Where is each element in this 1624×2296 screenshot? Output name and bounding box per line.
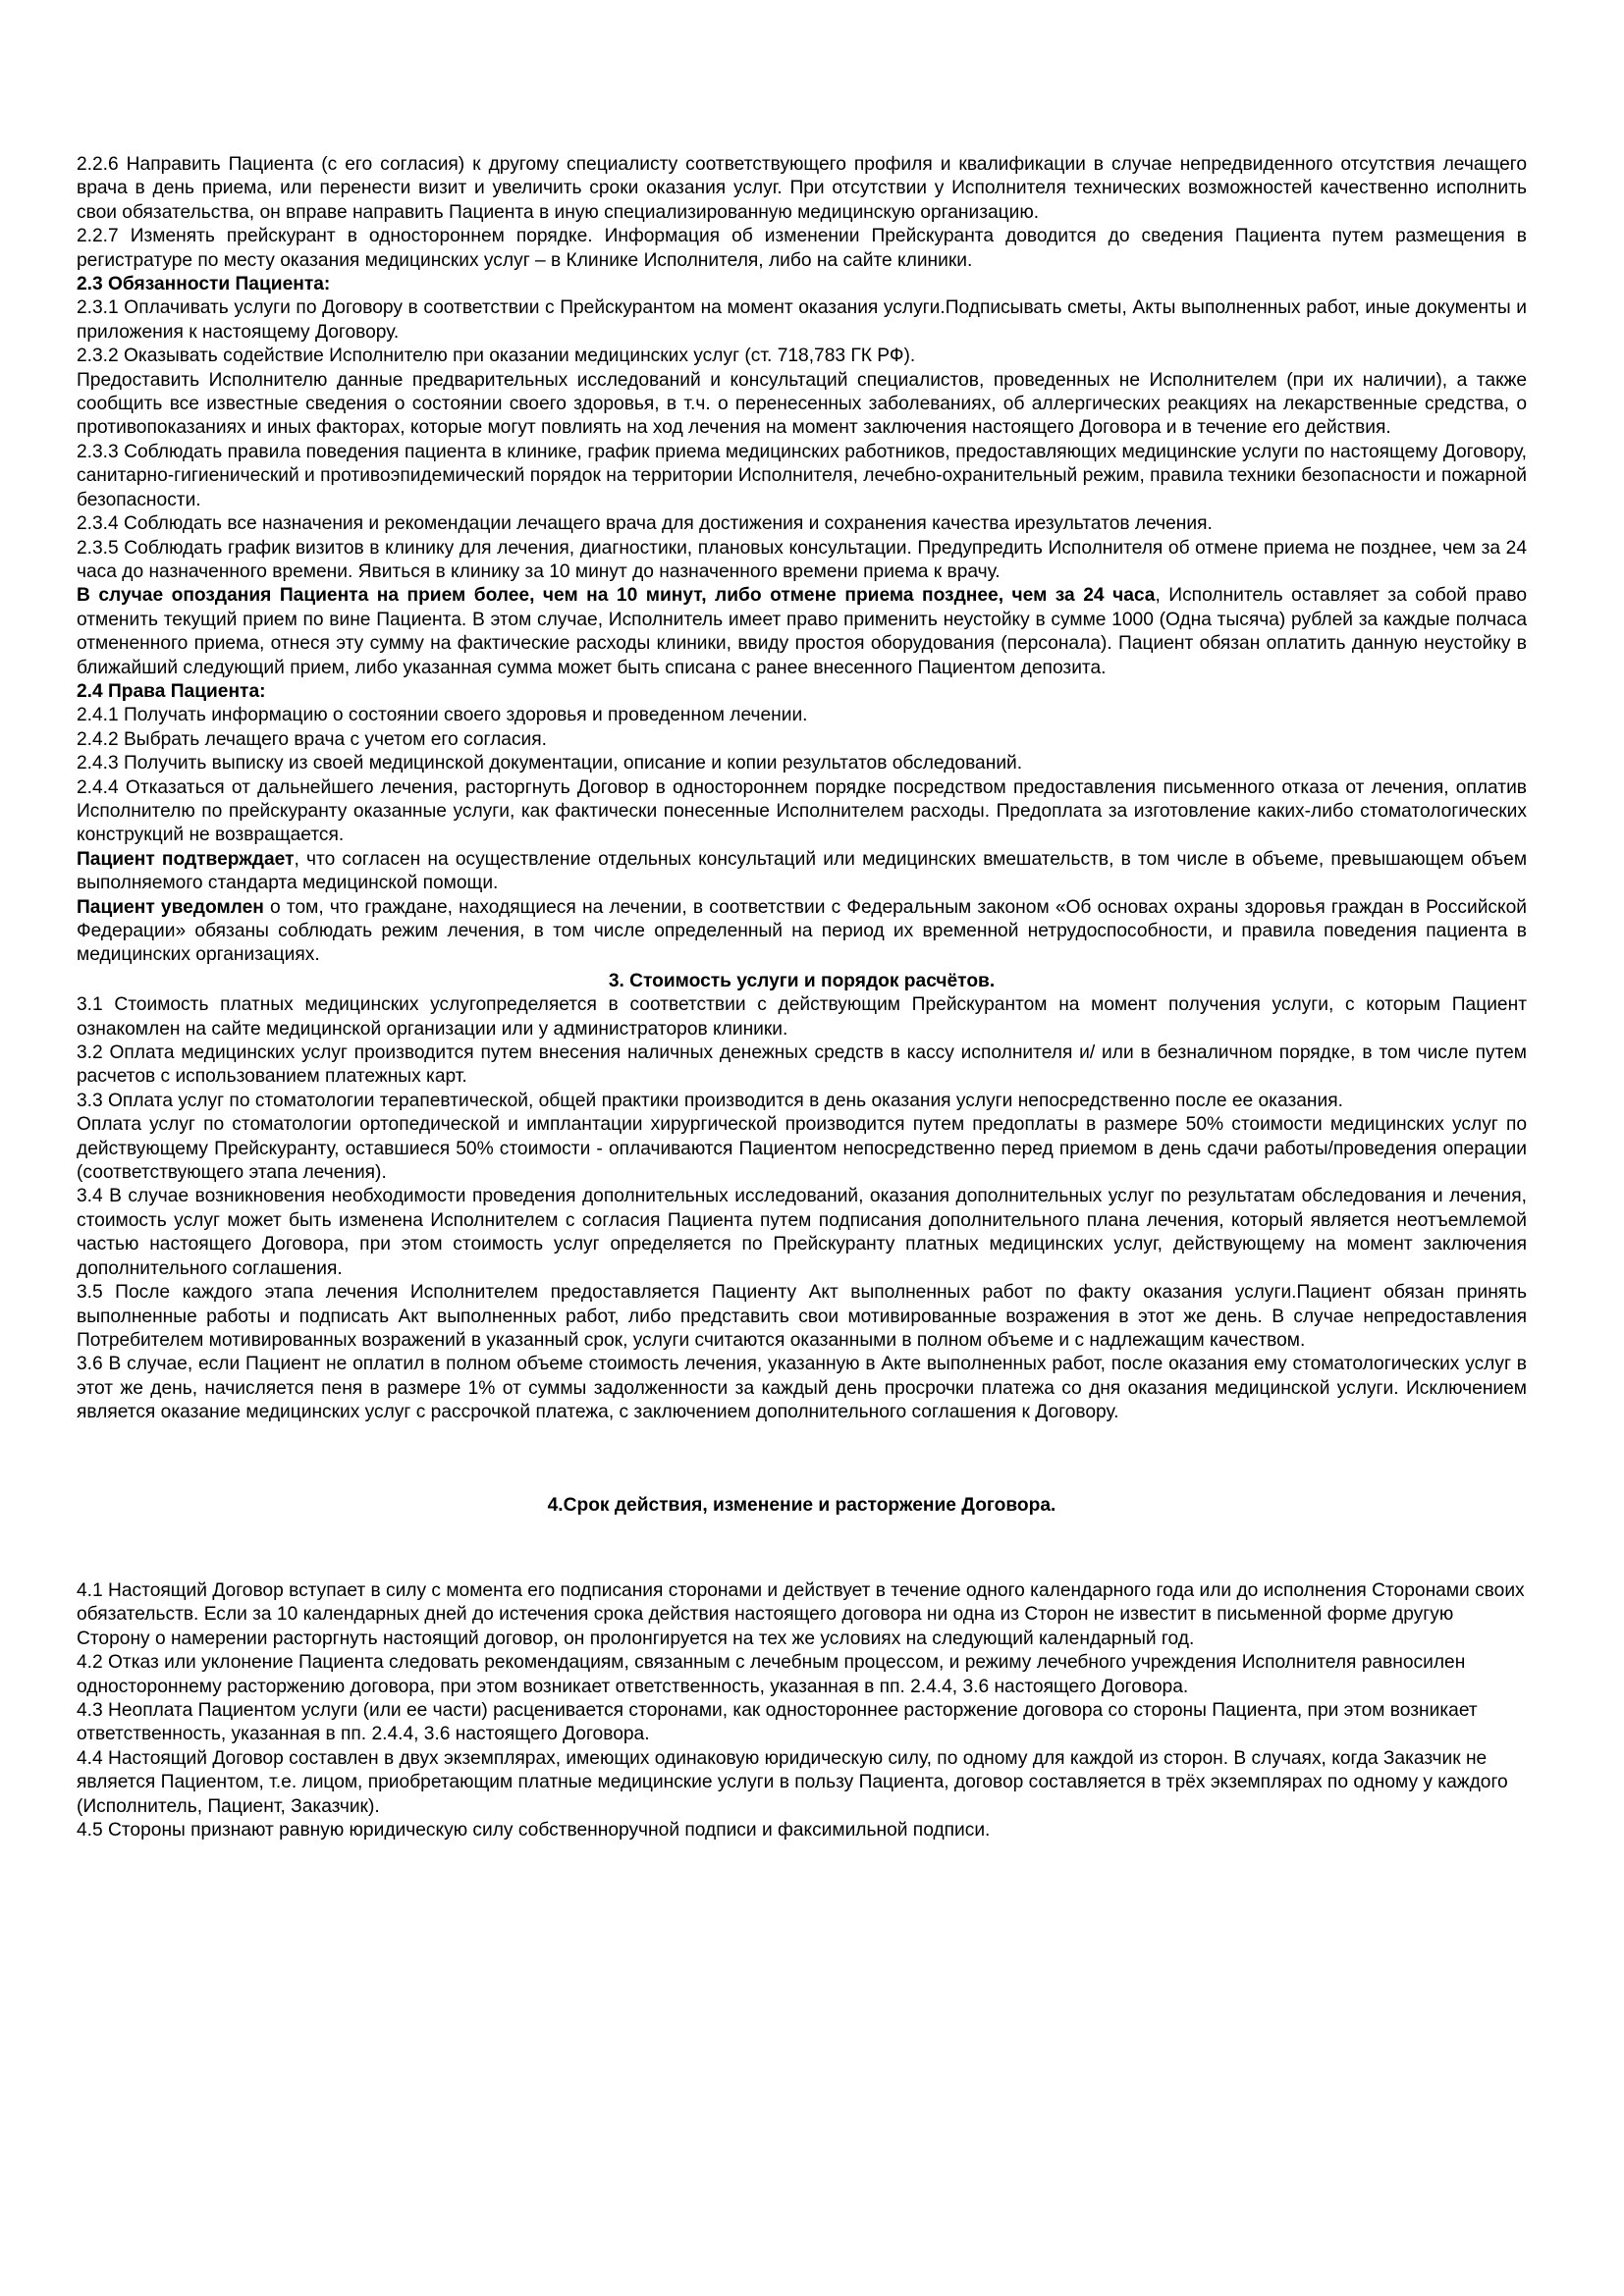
section-4-title: 4.Срок действия, изменение и расторжение Договора. — [547, 1494, 1056, 1516]
clause-2-2-7: 2.2.7 Изменять прейскурант в одностороннем порядке. Информация об изменении Прейскуранта доводится до сведения Пациента путем размещения в регистратуре по месту оказания медицинских услуг – в Клинике Исполнителя, либо на сайте клиники. — [77, 226, 1527, 271]
patient-confirms-text: , что согласен на осуществление отдельных консультаций или медицинских вмешательств, в том числе в объеме, превышающем объем выполняемого стандарта медицинской помощи. — [77, 848, 1528, 894]
late-penalty-bold: В случае опоздания Пациента на прием более, чем на 10 минут, либо отмене приема позднее, чем за 24 часа — [77, 585, 1156, 607]
clause-4-4: 4.4 Настоящий Договор составлен в двух экземплярах, имеющих одинаковую юридическую силу, по одному для каждой из сторон. В случаях, когда Заказчик не является Пациентом, т.е. лицом, приобретающим платные медицинские услуги в пользу Пациента, договор составляется в трёх экземплярах по одному у каждого (Исполнитель, Пациент, Заказчик). — [77, 1747, 1508, 1817]
clause-4-3: 4.3 Неоплата Пациентом услуги (или ее части) расценивается сторонами, как одностороннее расторжение договора со стороны Пациента, при этом возникает ответственность, указанная в пп. 2.4.4, 3.6 настоящего Договора. — [77, 1699, 1478, 1745]
clause-3-5: 3.5 После каждого этапа лечения Исполнителем предоставляется Пациенту Акт выполненных работ по факту оказания услуги.Пациент обязан принять выполненные работы и подписать Акт выполненных работ, либо представить свои мотивированные возражения в этот же день. В случае непредоставления Потребителем мотивированных возражений в указанный срок, услуги считаются оказанными в полном объеме и с надлежащим качеством. — [77, 1282, 1527, 1351]
patient-confirms-bold: Пациент подтверждает — [77, 848, 295, 870]
heading-2-4: 2.4 Права Пациента: — [77, 680, 266, 702]
heading-2-3: 2.3 Обязанности Пациента: — [77, 274, 331, 295]
clause-2-4-4: 2.4.4 Отказаться от дальнейшего лечения, расторгнуть Договор в одностороннем порядке посредством предоставления письменного отказа от лечения, оплатив Исполнителю по прейскуранту оказанные услуги, как фактически понесенные Исполнителем расходы. Предоплата за изготовление каких-либо стоматологических конструкций не возвращается. — [77, 776, 1527, 846]
clause-2-3-5: 2.3.5 Соблюдать график визитов в клинику для лечения, диагностики, плановых консультации. Предупредить Исполнителя об отмене приема не позднее, чем за 24 часа до назначенного времени. Явиться в клинику за 10 минут до назначенного времени приема к врачу. — [77, 537, 1527, 582]
patient-notified-bold: Пациент уведомлен — [77, 896, 264, 918]
document-page — [77, 153, 1527, 1842]
clause-3-1: 3.1 Стоимость платных медицинских услугопределяется в соответствии с действующим Прейскурантом на момент получения услуги, с которым Пациент ознакомлен на сайте медицинской организации или у администраторов клиники. — [77, 994, 1527, 1040]
spacer — [77, 1425, 1527, 1494]
clause-2-3-1: 2.3.1 Оплачивать услуги по Договору в соответствии с Прейскурантом на момент оказания услуги.Подписывать сметы, Акты выполненных работ, иные документы и приложения к настоящему Договору. — [77, 297, 1527, 343]
clause-2-3-3: 2.3.3 Соблюдать правила поведения пациента в клинике, график приема медицинских работников, предоставляющих медицинские услуги по настоящему Договору, санитарно-гигиенический и противоэпидемический порядок на территории Исполнителя, лечебно-охранительный режим, правила техники безопасности и пожарной безопасности. — [77, 441, 1527, 510]
clause-4-5: 4.5 Стороны признают равную юридическую силу собственноручной подписи и факсимильной подписи. — [77, 1820, 991, 1841]
clause-2-3-2-continued: Предоставить Исполнителю данные предварительных исследований и консультаций специалистов, проведенных не Исполнителем (при их наличии), а также сообщить все известные сведения о состоянии своего здоровья, в т.ч. о перенесенных заболеваниях, об аллергических реакциях на лекарственные средства, о противопоказаниях и иных факторах, которые могут повлиять на ход лечения на момент заключения настоящего Договора и в течение его действия. — [77, 369, 1527, 439]
clause-3-3-continued: Оплата услуг по стоматологии ортопедической и имплантации хирургической производится путем предоплаты в размере 50% стоимости медицинских услуг по действующему Прейскуранту, оставшиеся 50% стоимости - оплачиваются Пациентом непосредственно перед приемом в день сдачи работы/проведения операции (соответствующего этапа лечения). — [77, 1114, 1527, 1184]
patient-notified-text: о том, что граждане, находящиеся на лечении, в соответствии с Федеральным законом «Об основах охраны здоровья граждан в Российской Федерации» обязаны соблюдать режим лечения, в том числе определенный на период их временной нетрудоспособности, и правила поведения пациента в медицинских организациях. — [77, 896, 1527, 966]
clause-3-2: 3.2 Оплата медицинских услуг производится путем внесения наличных денежных средств в кассу исполнителя и/ или в безналичном порядке, в том числе путем расчетов с использованием платежных карт. — [77, 1042, 1527, 1088]
late-penalty-text: , Исполнитель оставляет за собой право отменить текущий прием по вине Пациента. В этом случае, Исполнитель имеет право применить неустойку в сумме 1000 (Одна тысяча) рублей за каждые полчаса отмененного приема, отнеся эту сумму на фактические расходы клиники, ввиду простоя оборудования (персонала). Пациент обязан оплатить данную неустойку в ближайший следующий прием, либо указанная сумма может быть списана с ранее внесенного Пациентом депозита. — [77, 585, 1528, 678]
clause-2-4-1: 2.4.1 Получать информацию о состоянии своего здоровья и проведенном лечении. — [77, 705, 808, 726]
section-3-title: 3. Стоимость услуги и порядок расчётов. — [608, 970, 996, 991]
clause-2-4-3: 2.4.3 Получить выписку из своей медицинской документации, описание и копии результатов обследований. — [77, 753, 1023, 774]
clause-3-3: 3.3 Оплата услуг по стоматологии терапевтической, общей практики производится в день оказания услуги непосредственно после ее оказания. — [77, 1090, 1343, 1111]
clause-late-penalty — [77, 584, 1527, 680]
clause-4-2: 4.2 Отказ или уклонение Пациента следовать рекомендациям, связанным с лечебным процессом, и режиму лечебного учреждения Исполнителя равносилен одностороннему расторжению договора, при этом возникает ответственность, указанная в пп. 2.4.4, 3.6 настоящего Договора. — [77, 1652, 1466, 1697]
clause-2-3-2: 2.3.2 Оказывать содействие Исполнителю при оказании медицинских услуг (ст. 718,783 ГК РФ). — [77, 346, 916, 367]
spacer — [77, 1518, 1527, 1579]
clause-2-3-4: 2.3.4 Соблюдать все назначения и рекомендации лечащего врача для достижения и сохранения качества ирезультатов лечения. — [77, 513, 1213, 535]
clause-patient-notified — [77, 896, 1527, 968]
clause-4-1: 4.1 Настоящий Договор вступает в силу с момента его подписания сторонами и действует в течение одного календарного года или до исполнения Сторонами своих обязательств. Если за 10 календарных дней до истечения срока действия настоящего договора ни одна из Сторон не известит в письменной форме другую Сторону о намерении расторгнуть настоящий договор, он пролонгируется на тех же условиях на следующий календарный год. — [77, 1579, 1525, 1649]
clause-3-4: 3.4 В случае возникновения необходимости проведения дополнительных исследований, оказания дополнительных услуг по результатам обследования и лечения, стоимость услуг может быть изменена Исполнителем с согласия Пациента путем подписания дополнительного плана лечения, который является неотъемлемой частью настоящего Договора, при этом стоимость услуг определяется по Прейскуранту платных медицинских услуг, действующему на момент заключения дополнительного соглашения. — [77, 1186, 1527, 1279]
clause-2-4-2: 2.4.2 Выбрать лечащего врача с учетом его согласия. — [77, 728, 547, 750]
clause-3-6: 3.6 В случае, если Пациент не оплатил в полном объеме стоимость лечения, указанную в Акте выполненных работ, после оказания ему стоматологических услуг в этот же день, начисляется пеня в размере 1% от суммы задолженности за каждый день просрочки платежа со дня оказания медицинской услуги. Исключением является оказание медицинских услуг с рассрочкой платежа, с заключением дополнительного соглашения к Договору. — [77, 1354, 1527, 1423]
clause-2-2-6: 2.2.6 Направить Пациента (с его согласия) к другому специалисту соответствующего профиля и квалификации в случае непредвиденного отсутствия лечащего врача в день приема, или перенести визит и увеличить сроки оказания услуг. При отсутствии у Исполнителя технических возможностей качественно исполнить свои обязательства, он вправе направить Пациента в иную специализированную медицинскую организацию. — [77, 154, 1527, 223]
clause-patient-confirms — [77, 848, 1527, 896]
